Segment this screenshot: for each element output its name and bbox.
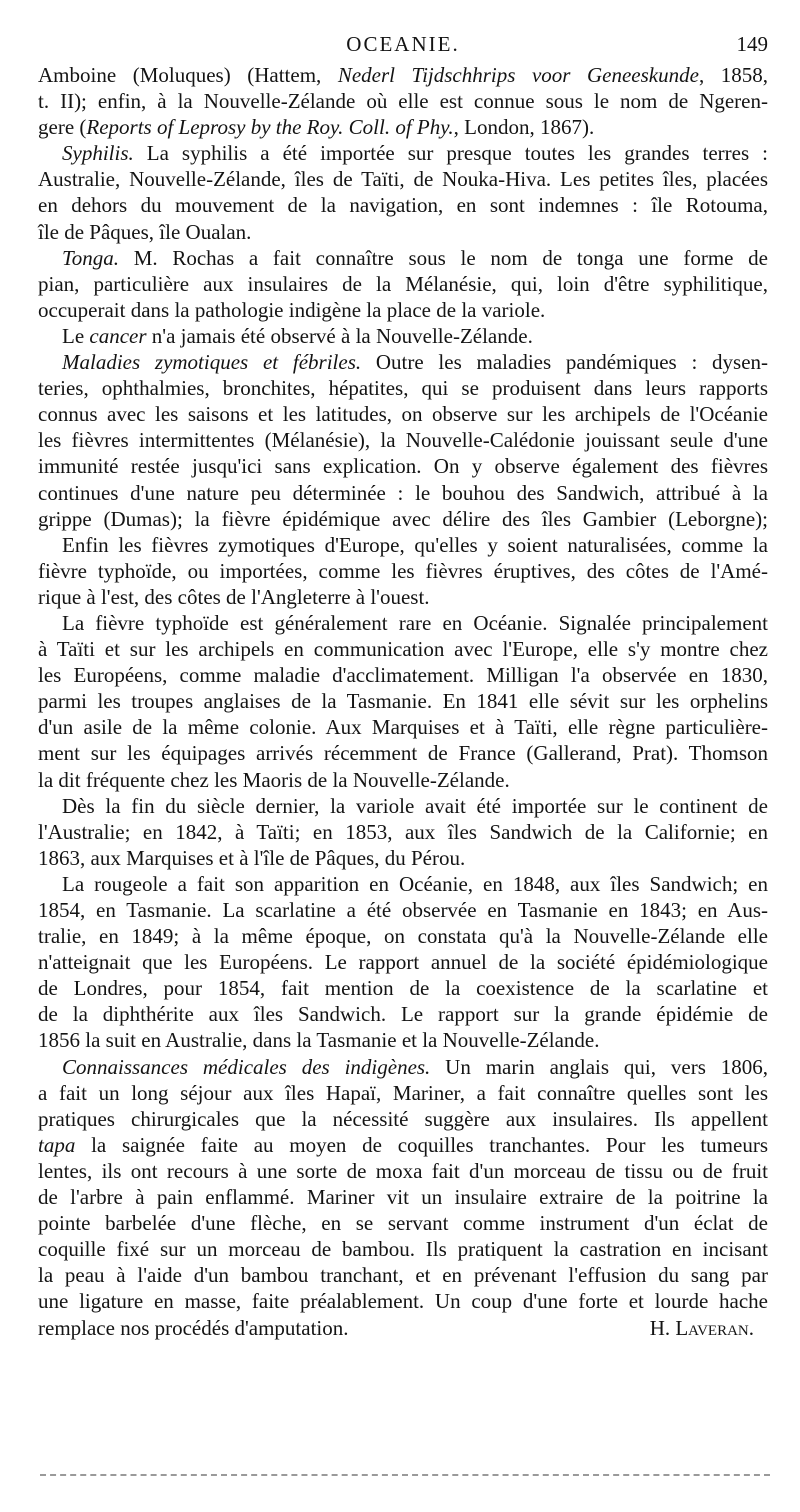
text-span: Australie, Nouvelle-Zélande, îles de Taïti, de Nouka-Hiva. Les petites îles, placées — [38, 167, 768, 192]
section-heading-maladies — [38, 349, 768, 375]
bottom-rule — [40, 1474, 770, 1476]
text-span: de l'arbre à pain enflammé. Mariner vit un insulaire extraire de la poitrine la — [38, 1185, 768, 1210]
text-span: occuperait dans la pathologie indigène la place de la variole. — [38, 297, 546, 322]
text-line — [38, 88, 768, 114]
text-line — [38, 1106, 768, 1132]
text-line — [38, 192, 768, 218]
text-span: continues d'une nature peu déterminée : le bouhou des Sandwich, attribué à la — [38, 480, 768, 505]
text-span: gere ( — [38, 115, 87, 140]
text-span: coquille fixé sur un morceau de bambou. Ils pratiquent la castration en incisant — [38, 1237, 768, 1262]
text-line — [38, 166, 768, 192]
text-line — [38, 610, 768, 636]
text-span: M. Rochas a fait connaître sous le nom de tonga une forme de — [119, 245, 768, 270]
text-span: pian, particulière aux insulaires de la Mélanésie, qui, loin d'être syphilitique, — [38, 271, 768, 296]
text-span: La rougeole a fait son apparition en Océanie, en 1848, aux îles Sandwich; en — [62, 871, 768, 896]
text-span: immunité restée jusqu'ici sans explication. On y observe également des fièvres — [38, 454, 768, 479]
text-span: de Londres, pour 1854, fait mention de la coexistence de la scarlatine et — [38, 976, 768, 1001]
text-span: La fièvre typhoïde est généralement rare en Océanie. Signalée principalement — [62, 610, 768, 635]
text-line — [38, 819, 768, 845]
section-heading-syphilis — [38, 140, 768, 166]
body-text — [38, 62, 768, 1341]
text-line — [38, 1027, 768, 1053]
text-line — [38, 219, 768, 245]
text-span: rique à l'est, des côtes de l'Angleterre à l'ouest. — [38, 584, 430, 609]
text-line — [38, 114, 768, 140]
text-span: à Taïti et sur les archipels en communication avec l'Europe, elle s'y montre chez — [38, 637, 768, 662]
italic-text: Tonga. — [62, 245, 120, 270]
text-span: Un marin anglais qui, vers 1806, — [430, 1054, 768, 1079]
text-span: , London, 1867). — [453, 115, 595, 140]
text-span: fièvre typhoïde, ou importées, comme les fièvres éruptives, des côtes de l'Amé- — [38, 558, 768, 583]
text-line — [38, 1288, 768, 1314]
page-number: 149 — [736, 32, 768, 56]
text-line — [38, 323, 768, 349]
text-span: ment sur les équipages arrivés récemment de France (Gallerand, Prat). Thomson — [38, 741, 768, 766]
text-line — [38, 1001, 768, 1027]
text-line — [38, 532, 768, 558]
text-line — [38, 714, 768, 740]
text-line — [38, 1132, 768, 1158]
text-line — [38, 636, 768, 662]
text-line — [38, 584, 768, 610]
text-span: teries, ophthalmies, bronchites, hépatites, qui se produisent dans leurs rapports — [38, 376, 768, 401]
text-line — [38, 480, 768, 506]
page-header — [38, 32, 768, 58]
text-span: Enfin les fièvres zymotiques d'Europe, qu'elles y soient naturalisées, comme la — [62, 532, 768, 557]
text-line — [38, 793, 768, 819]
text-line — [38, 897, 768, 923]
text-span: en dehors du mouvement de la navigation, en sont indemnes : île Rotouma, — [38, 193, 768, 218]
text-span: la dit fréquente chez les Maoris de la Nouvelle-Zélande. — [38, 767, 510, 792]
italic-text: Nederl Tijdschhrips voor Geneeskunde — [337, 63, 699, 87]
text-span: île de Pâques, île Oualan. — [38, 219, 252, 244]
text-line — [38, 1080, 768, 1106]
text-span: d'un asile de la même colonie. Aux Marquises et à Taïti, elle règne particulière- — [38, 715, 768, 740]
text-span: de la diphthérite aux îles Sandwich. Le rapport sur la grande épidémie de — [38, 1002, 768, 1027]
text-line — [38, 1184, 768, 1210]
text-span: n'atteignait que les Européens. Le rapport annuel de la société épidémiologique — [38, 950, 768, 975]
text-line — [38, 1262, 768, 1288]
text-span: connus avec les saisons et les latitudes, on observe sur les archipels de l'Océanie — [38, 402, 768, 427]
text-span: les fièvres intermittentes (Mélanésie), la Nouvelle-Calédonie jouissant seule d'une — [38, 428, 768, 453]
text-line — [38, 1210, 768, 1236]
section-heading-connaissances — [38, 1054, 768, 1080]
text-span: 1854, en Tasmanie. La scarlatine a été observée en Tasmanie en 1843; en Aus- — [38, 898, 768, 922]
text-span: , 1858, — [698, 63, 769, 87]
text-line — [38, 740, 768, 766]
italic-text: Maladies zymotiques et fébriles. — [62, 350, 362, 375]
italic-text: Syphilis. — [62, 141, 134, 166]
text-line — [38, 923, 768, 949]
text-line — [38, 688, 768, 714]
text-span: la peau à l'aide d'un bambou tranchant, et en prévenant l'effusion du sang par — [38, 1263, 768, 1288]
text-span: pointe barbelée d'une flèche, en se servant comme instrument d'un éclat de — [38, 1211, 768, 1236]
text-line — [38, 1236, 768, 1262]
text-span: Outre les maladies pandémiques : dysen- — [361, 350, 769, 375]
text-span: n'a jamais été observé à la Nouvelle-Zélande. — [146, 323, 533, 348]
text-span: grippe (Dumas); la fièvre épidémique avec délire des îles Gambier (Leborgne); — [38, 506, 768, 531]
text-span: t. II); enfin, à la Nouvelle-Zélande où elle est connue sous le nom de Ngeren- — [38, 89, 768, 114]
italic-text: Reports of Leprosy by the Roy. Coll. of Phy. — [86, 115, 454, 140]
text-span: a fait un long séjour aux îles Hapaï, Mariner, a fait connaître quelles sont les — [38, 1080, 768, 1105]
text-line — [38, 271, 768, 297]
text-line — [38, 375, 768, 401]
text-line — [38, 453, 768, 479]
author-signature: H. Laveran. — [649, 1315, 754, 1340]
text-line — [38, 1158, 768, 1184]
text-line — [38, 401, 768, 427]
italic-text: cancer — [89, 323, 147, 348]
text-span: remplace nos procédés d'amputation. — [38, 1315, 349, 1340]
italic-text: Connaissances médicales des indigènes. — [62, 1054, 431, 1079]
text-span: les Européens, comme maladie d'acclimatement. Milligan l'a observée en 1830, — [38, 663, 768, 688]
italic-text: tapa — [38, 1132, 76, 1157]
text-span: Le — [62, 323, 90, 348]
text-line — [38, 871, 768, 897]
text-line — [38, 558, 768, 584]
text-span: parmi les troupes anglaises de la Tasmanie. En 1841 elle sévit sur les orphelins — [38, 689, 768, 714]
text-span: 1856 la suit en Australie, dans la Tasmanie et la Nouvelle-Zélande. — [38, 1028, 600, 1053]
text-line — [38, 427, 768, 453]
text-line — [38, 767, 768, 793]
text-line — [38, 662, 768, 688]
text-span: Amboine (Moluques) (Hattem, — [38, 63, 338, 87]
text-line — [38, 297, 768, 323]
text-span: tralie, en 1849; à la même époque, on constata qu'à la Nouvelle-Zélande elle — [38, 924, 768, 949]
section-heading-tonga — [38, 245, 768, 271]
text-line — [38, 506, 768, 532]
running-title: OCEANIE. — [346, 32, 460, 56]
text-span: La syphilis a été importée sur presque toutes les grandes terres : — [133, 141, 768, 166]
text-span: pratiques chirurgicales que la nécessité suggère aux insulaires. Ils appellent — [38, 1106, 768, 1131]
text-line — [38, 949, 768, 975]
text-line — [38, 845, 768, 871]
text-span: l'Australie; en 1842, à Taïti; en 1853, aux îles Sandwich de la Californie; en — [38, 819, 768, 844]
text-span: la saignée faite au moyen de coquilles tranchantes. Pour les tumeurs — [75, 1132, 768, 1157]
text-span: une ligature en masse, faite préalablement. Un coup d'une forte et lourde hache — [38, 1289, 768, 1314]
text-line — [38, 1315, 768, 1341]
text-line — [38, 975, 768, 1001]
text-span: 1863, aux Marquises et à l'île de Pâques, du Pérou. — [38, 845, 466, 870]
text-span: Dès la fin du siècle dernier, la variole avait été importée sur le continent de — [62, 793, 768, 818]
text-line — [38, 62, 768, 88]
text-span: lentes, ils ont recours à une sorte de moxa fait d'un morceau de tissu ou de fruit — [38, 1158, 768, 1183]
